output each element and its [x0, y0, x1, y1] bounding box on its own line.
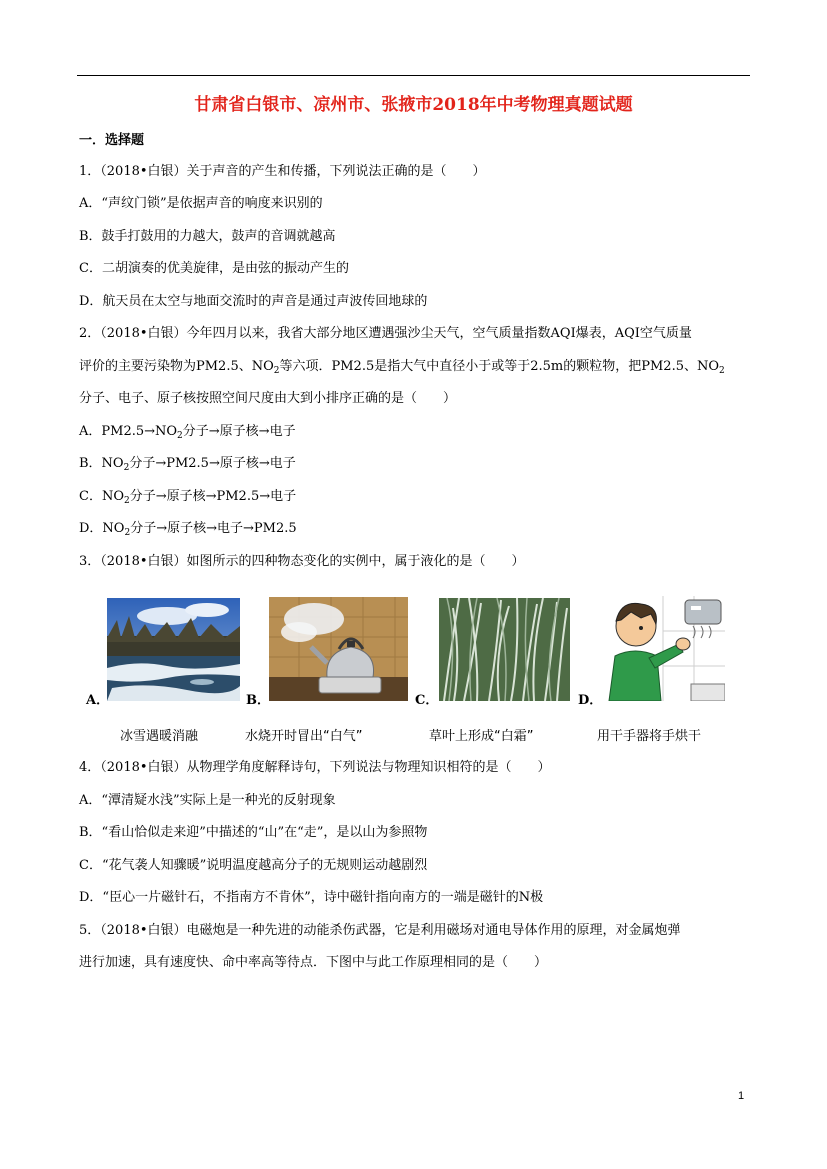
q3-caption-c: 草叶上形成“白霜” — [429, 729, 534, 744]
q3-caption-b: 水烧开时冒出“白气” — [245, 729, 363, 744]
q5-stem-line2: 进行加速，具有速度快、命中率高等待点．下图中与此工作原理相同的是（ ） — [79, 955, 548, 970]
illustration-hand-dryer — [601, 596, 725, 701]
q2-option-b: B．$NO_2$分子→PM2.5→原子核→电子 — [79, 456, 296, 473]
header-rule — [77, 75, 750, 76]
q3-caption-a: 冰雪遇暖消融 — [120, 729, 199, 744]
section-heading: 一．选择题 — [79, 133, 145, 148]
q3-stem: 3．（2018•白银）如图所示的四种物态变化的实例中，属于液化的是（ ） — [79, 554, 525, 569]
q3-label-c: C． — [415, 693, 439, 708]
q3-caption-d: 用干手器将手烘干 — [597, 729, 702, 744]
q3-label-a: A． — [86, 693, 110, 708]
q2-stem-line3: 分子、电子、原子核按照空间尺度由大到小排序正确的是（ ） — [79, 391, 457, 406]
page-title: 甘肃省白银市、凉州市、张掖市2018年中考物理真题试题 — [194, 95, 633, 115]
q1-stem: 1．（2018•白银）关于声音的产生和传播，下列说法正确的是（ ） — [79, 164, 486, 179]
q4-stem: 4．（2018•白银）从物理学角度解释诗句，下列说法与物理知识相符的是（ ） — [79, 760, 551, 775]
photo-frosted-grass — [439, 598, 570, 701]
q4-option-b: B．“看山恰似走来迎”中描述的“山”在“走”，是以山为参照物 — [79, 825, 428, 840]
q4-option-c: C．“花气袭人知骤暖”说明温度越高分子的无规则运动越剧烈 — [79, 858, 428, 873]
page-number: 1 — [738, 1090, 745, 1102]
q2-stem-line1: 2．（2018•白银）今年四月以来，我省大部分地区遭遇强沙尘天气，空气质量指数AQI爆表，AQI空气质量 — [79, 326, 692, 341]
q2-stem-line2: 评价的主要污染物为PM2.5、$NO_2$等六项．PM2.5是指大气中直径小于或等于2.5m的颗粒物，把PM2.5、$NO_2$ — [79, 359, 725, 376]
photo-boiling-kettle — [269, 597, 408, 701]
q3-label-d: D． — [578, 693, 603, 708]
q5-stem-line1: 5．（2018•白银）电磁炮是一种先进的动能杀伤武器，它是利用磁场对通电导体作用的原理，对金属炮弹 — [79, 923, 681, 938]
q1-option-b: B．鼓手打鼓用的力越大，鼓声的音调就越高 — [79, 229, 336, 244]
photo-melting-snow — [107, 598, 240, 701]
q1-option-c: C．二胡演奏的优美旋律，是由弦的振动产生的 — [79, 261, 349, 276]
q2-option-d: D．$NO_2$分子→原子核→电子→PM2.5 — [79, 521, 297, 538]
q1-option-d: D．航天员在太空与地面交流时的声音是通过声波传回地球的 — [79, 294, 428, 309]
q1-option-a: A．“声纹门锁”是依据声音的响度来识别的 — [79, 196, 323, 211]
q4-option-d: D．“臣心一片磁针石，不指南方不肯休”，诗中磁针指向南方的一端是磁针的N极 — [79, 890, 544, 905]
q3-label-b: B． — [246, 693, 270, 708]
q2-option-c: C．$NO_2$分子→原子核→PM2.5→电子 — [79, 489, 297, 506]
q2-option-a: A．$PM2.5\to NO_2$分子→原子核→电子 — [79, 424, 296, 441]
q4-option-a: A．“潭清疑水浅”实际上是一种光的反射现象 — [79, 793, 336, 808]
